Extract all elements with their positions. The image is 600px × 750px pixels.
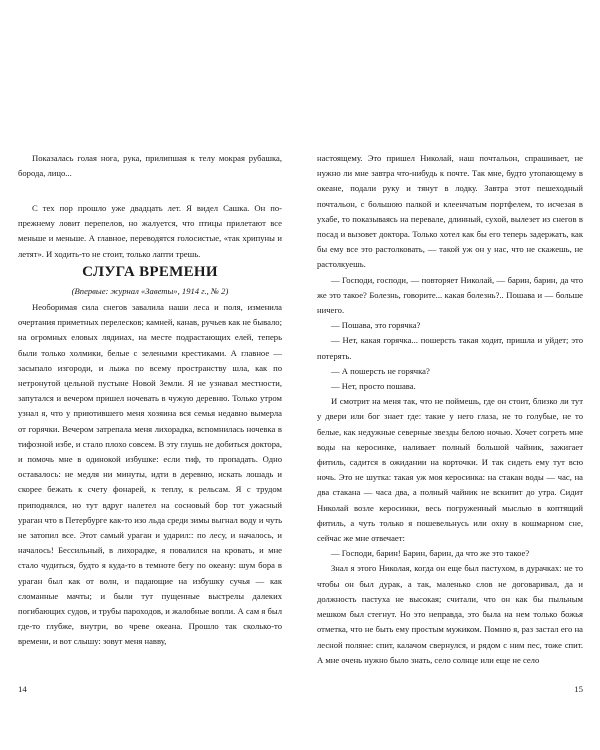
dialogue-line: — Господи, господи, — повторяет Николай, — барин, барин, да что же это такое? Болезнь, говорите... какая болезнь?.. Пошава и — больше ничего. [317, 274, 583, 316]
paragraph: Показалась голая нога, рука, прилипшая к телу мокрая рубашка, бородa, лицо... [18, 153, 282, 179]
page-number: 15 [574, 684, 583, 694]
story-title: СЛУГА ВРЕМЕНИ [82, 264, 218, 280]
dialogue-line: — Господи, барин! Барин, барин, да что же это такое? [331, 548, 530, 559]
epilogue-passage [18, 201, 282, 262]
paragraph: настоящему. Это пришел Николай, наш почтальон, спрашивает, не нужно ли мне завтра что-нибудь к почте. Так мне, будто утопающему в океане, подали руку и тянут в лодку. Завтра этот пешеходный почтальон, с большою палкой и клеенчатым портфелем, то исчезая в ухабе, то показываясь на перевале, длинный, сухой, вылезет из снегов в посад и вызовет доктора. Только хотел как бы его теперь задержать, как бы ему все это растолковать, — такой уж он у нас, что не скажешь, не растолкуешь. [317, 153, 583, 270]
paragraph: С тех пор прошло уже двадцать лет. Я видел Сашка. Он по-прежнему ловит перепелов, но жалуется, что птицы прилетают все меньше и меньше. А главное, переводятся голосистые, «так хрипуны и летят». И ходить-то не стоит, только лапти трешь. [18, 203, 282, 259]
right-page [300, 0, 600, 750]
page-number: 14 [18, 684, 27, 694]
dialogue-line: — А пошерсть не горячка? [331, 365, 430, 376]
paragraph: Знал я этого Николая, когда он еще был пастухом, в дурачках: не то чтобы он был дурак, а так, маленько слов не договаривал, да и должность пастуха не высокая; считали, что он как бы пыльным мешком был стегнут. Но это неправда, это была на нем только божья отметка, что не быть ему простым мужиком. Помню я, раз застал его на лесной поляне: спит, калачом свернулся, и рядом с ним пес, тоже спит. А мне очень нужно было знать, село солнце или еще не село [317, 563, 583, 665]
dialogue-line: — Нет, какая горячка... пошерсть такая ходит, пришла и уйдет; это потерять. [317, 335, 583, 361]
story-body [18, 300, 282, 650]
story-continuation [317, 151, 583, 668]
dialogue-line: — Нет, просто пошава. [331, 381, 416, 392]
dialogue-line: — Пошава, это горячка? [331, 320, 421, 331]
opening-passage [18, 151, 282, 181]
paragraph: Необоримая сила снегов завалила наши леса и поля, изменила очертания приметных перелесков; камней, канав, ручьев как не бывало; на огромных еловых лядинах, на месте подрастающих елей, теперь были только холмики, белые с зелеными крестиками. А главное — засыпало изгороди, и лыжа по всему пространству шла, как по нетронутой цельной пустыне Новой Земли. Я не узнавал местности, запутался и вечером пришел ночевать в чужую деревню. Только утром узнал я, что у приютившего меня хозяина вся семья недавно вымерла от горячки. Вечером затрепала меня лихорадка, вспомнилась ночевка в тифозной избе, и стало плохо совсем. В эту глушь не добиться доктора, и помочь мне в одинокой избушке: если тиф, то пропадать. Одно оставалось: не медля ни минуты, идти в деревню, искать лошадь и скорее бежать к счету фонарей, к теплу, к рельсам. Я с трудом приподнялся, но тут вдруг налетел на сосновый бор тот ужасный ураган что в Петербурге как-то изо льда среди зимы выгнал воду и чуть не затопил все. Этот самый ураган и ударил:: по лесу, и началось, и началось! Бессильный, в лихорадке, я повалился на кровать, и мне стало чудиться, будто я куда-то в темноте бегу по океану: шум бора в ураган был как от волн, и падающие на избушку сучья — как сломанные мачты; и были тут пущенные выстрелы далеких погибающих судов, и трубы пароходов, и жалобные вопли. А сам я был где-то глубже, внутри, во чреве океана. Прошло так сколько-то времени, и вот слышу: зовут меня навву, [18, 302, 282, 647]
story-source: (Впервые: журнал «Заветы», 1914 г., № 2) [71, 286, 229, 296]
paragraph: И смотрит на меня так, что не поймешь, где он стоит, близко ли тут у двери или бог знает где: такие у него глаза, не то голубые, не то белые, как недужные северные звезды белою ночью. Хочет согреть мне воды на керосинке, наливает полный большой чайник, зажигает фитиль, садится в ожидании на корточки. И так сидеть ему тут всю ночь. Это не шутка: такая уж моя керосинка: на стакан воды — час, на два стакана — часа два, а полный чайник не вскипит до утра. Сидит Николай возле керосинки, весь погруженный мыслью в коптящий фитиль, а чуть только я пошевельнусь или охну в кошмарном сне, сейчас же мне отвечает: [317, 396, 583, 544]
